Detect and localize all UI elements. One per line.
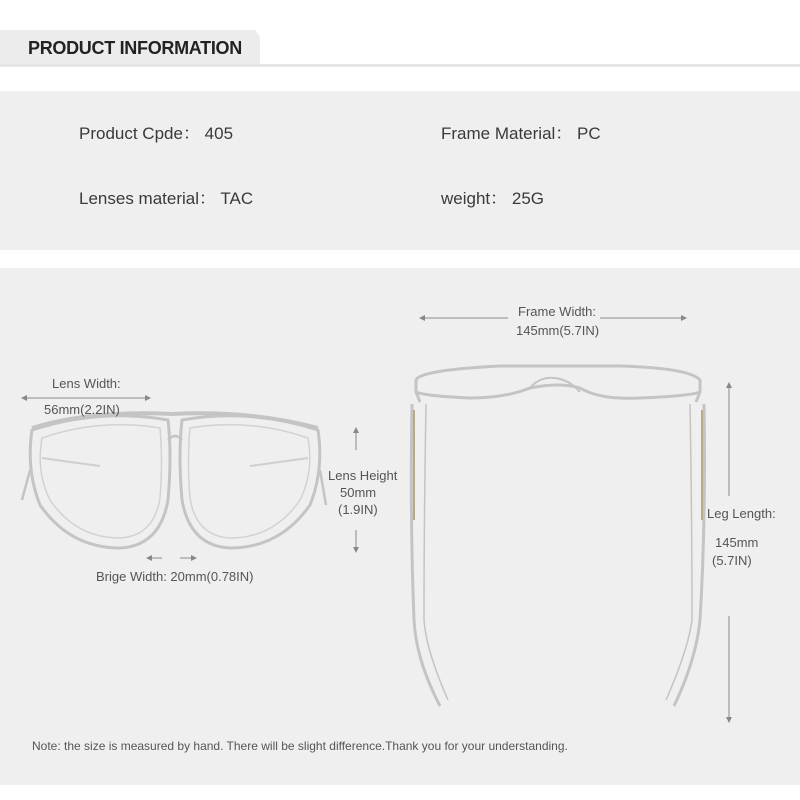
page-title: PRODUCT INFORMATION (28, 38, 242, 58)
lens-width-label: Lens Width: (52, 376, 121, 391)
leg-length-label: Leg Length: (707, 506, 776, 521)
leg-length-mm: 145mm (715, 535, 759, 550)
frame-material: Frame Material： PC (441, 124, 601, 143)
front-glasses-illustration (22, 413, 326, 548)
lenses-material: Lenses material： TAC (79, 189, 254, 208)
measurement-note: Note: the size is measured by hand. There will be slight difference.Thank you for your understanding. (32, 739, 568, 753)
dimension-arrow-icon (22, 318, 729, 722)
leg-length-in: (5.7IN) (712, 553, 752, 568)
lens-width-value: 56mm(2.2IN) (44, 402, 120, 417)
weight: weight： 25G (441, 189, 544, 208)
lens-height-in: (1.9IN) (338, 502, 378, 517)
lens-height-label: Lens Height (328, 468, 398, 483)
bridge-width: Brige Width: 20mm(0.78IN) (96, 569, 254, 584)
frame-width-value: 145mm(5.7IN) (516, 323, 600, 338)
lens-height-mm: 50mm (340, 485, 377, 500)
product-code: Product Cpde： 405 (79, 124, 234, 143)
top-glasses-illustration (411, 366, 704, 706)
frame-width-label: Frame Width: (518, 304, 597, 319)
